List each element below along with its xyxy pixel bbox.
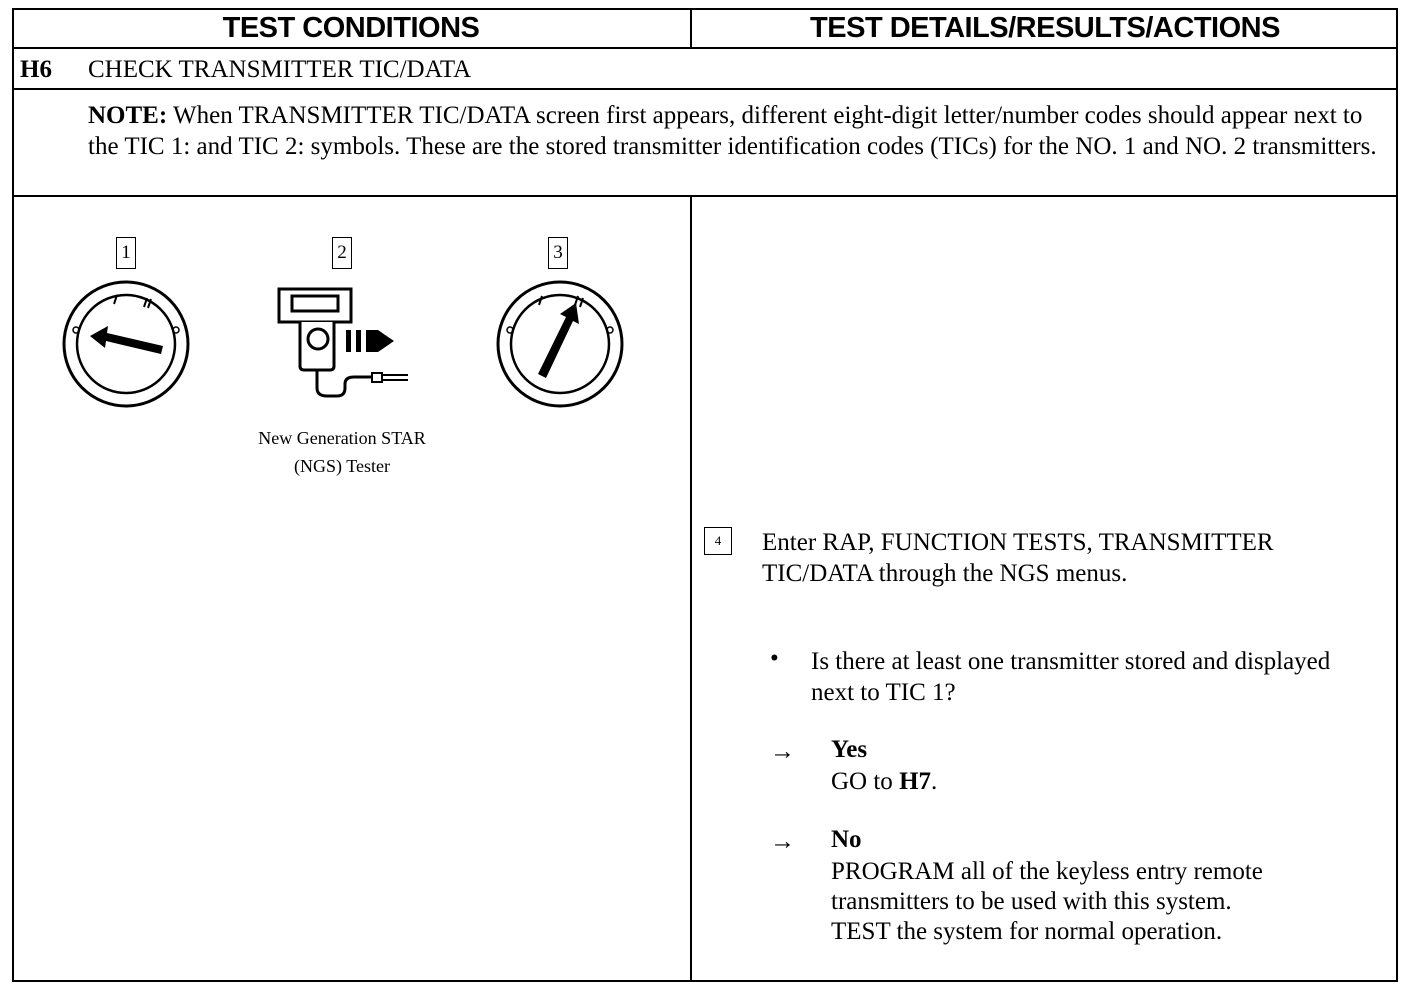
step-number-badge: 4 — [704, 527, 732, 555]
figure-label-3: 3 — [548, 237, 568, 269]
arrow-right-icon: → — [770, 738, 795, 765]
answer-no-action — [831, 857, 1371, 947]
figure-label-2: 2 — [332, 237, 352, 269]
answer-yes-label: Yes — [831, 736, 868, 763]
step-id: H6 — [20, 56, 52, 83]
header-test-conditions: TEST CONDITIONS — [222, 12, 480, 44]
ignition-switch-off-icon — [62, 280, 192, 410]
ngs-tester-icon — [272, 284, 412, 409]
body-column-divider — [690, 196, 692, 982]
yes-action-target: H7 — [899, 768, 932, 795]
bullet-icon: • — [770, 645, 779, 672]
arrow-right-icon: → — [770, 828, 795, 855]
caption-line-2: (NGS) Tester — [294, 456, 390, 476]
answer-yes-action — [831, 767, 1371, 797]
note-row-divider — [12, 195, 1398, 197]
yes-action-suffix: . — [931, 768, 938, 795]
no-action-line-2: transmitters to be used with this system. — [831, 888, 1232, 915]
figure-caption — [222, 424, 462, 480]
step-title: CHECK TRANSMITTER TIC/DATA — [88, 56, 472, 83]
no-action-line-1: PROGRAM all of the keyless entry remote — [831, 858, 1263, 885]
step-row-divider — [12, 88, 1398, 90]
note — [88, 100, 1378, 162]
header-test-details: TEST DETAILS/RESULTS/ACTIONS — [810, 12, 1280, 44]
note-text: When TRANSMITTER TIC/DATA screen first appears, different eight-digit letter/number codes should appear next to the TIC 1: and TIC 2: symbols. These are the stored transmitter identification codes (TICs) for the NO. 1 and NO. 2 transmitters. — [88, 102, 1377, 160]
ignition-switch-run-icon — [496, 280, 626, 410]
answer-no-label: No — [831, 826, 862, 853]
instruction-text: Enter RAP, FUNCTION TESTS, TRANSMITTER TIC/DATA through the NGS menus. — [762, 529, 1274, 587]
caption-line-1: New Generation STAR — [258, 428, 426, 448]
yes-action-prefix: GO to — [831, 768, 893, 795]
no-action-line-3: TEST the system for normal operation. — [831, 918, 1223, 945]
note-label: NOTE: — [88, 102, 168, 129]
question-text: Is there at least one transmitter stored and displayed next to TIC 1? — [811, 648, 1331, 706]
figure-label-1: 1 — [116, 237, 136, 269]
